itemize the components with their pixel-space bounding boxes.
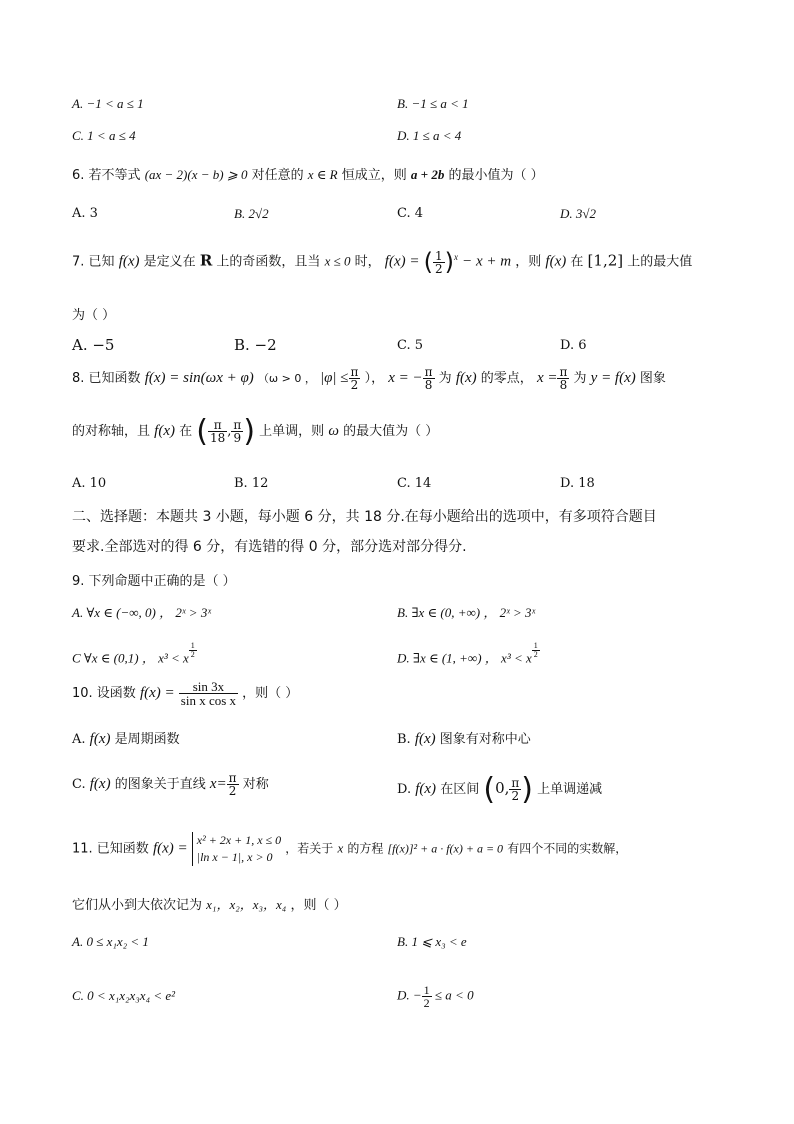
q11-text: 有四个不同的实数解， [507,841,628,856]
q8-text: 图象 [639,371,666,386]
q9-option-a: A. ∀x ∈ (−∞, 0) ， 2ˣ > 3ˣ [72,605,211,620]
q11-option-b: B. 1 ⩽ x₃ < e [397,934,467,949]
q8-omega: ω [328,423,339,439]
q7-cond: x ≤ 0 [324,253,351,269]
q8-option-a: A. 10 [72,476,107,491]
q11-roots: x₁，x₂，x₃，x₄ [206,897,287,912]
q6-text: 的最小值为（ ） [448,168,544,183]
q10-fx: f(x) [415,781,437,797]
q7-text: ，则 [515,254,542,270]
q11-piece-1: x² + 2x + 1, x ≤ 0 [196,833,282,847]
q8-option-b: B. 12 [234,476,269,491]
q10-text: 在区间 [440,782,480,797]
q6-text: 6. 若不等式 [72,168,141,183]
q8-stem-line2: 的对称轴，且 f(x) 在 ( $\frac{\pi}{18}$ , $\frac{\pi}{9}$ ) 上单调，则 ω 的最大值为（ ） [72,414,439,449]
q11-piecewise [192,832,281,866]
q6-target: a + 2b [410,167,445,182]
paren-right: ) [521,772,533,807]
q11-text: 的方程 [347,841,384,856]
paren-left: ( [483,772,496,807]
q10-stem [72,680,298,707]
q8-yfx: y = f(x) [590,370,636,386]
q11-option-d [397,984,474,1009]
q7-fraction: $\frac{1}{2}$ [434,248,443,276]
paren-left: ( [423,248,433,276]
q9-option-c-expr: x³ < x [158,650,189,666]
q10-fx: f(x) [414,731,436,747]
q9-option-d [397,642,540,666]
q6-expr: (ax − 2)(x − b) ⩾ 0 [144,167,248,182]
q7-option-c: C. 5 [397,338,424,353]
q11-option-c: C. 0 < x₁x₂x₃x₄ < e² [72,988,176,1003]
q9-exponent: 1 2 [533,641,538,659]
q8-axis: x = [536,370,558,386]
q8-text: 8. 已知函数 [72,371,141,386]
q10-fx: f(x) = [139,685,175,701]
q11-option-a: A. 0 ≤ x₁x₂ < 1 [72,934,149,949]
section-heading-line2: 要求.全部选对的得 6 分，有选错的得 0 分，部分选对部分得分. [72,539,467,555]
q10-text: 上单调递减 [537,782,603,797]
q6-text: 对任意的 [251,168,304,183]
q7-option-b: B. −2 [234,336,277,354]
q10-option-b [397,728,531,748]
q8-text: 为 [573,371,587,386]
q7-expr: − x + m [462,253,512,270]
q10-fraction: $\frac{\pi}{2}$ [228,771,237,798]
q6-option-c: C. 4 [397,206,424,221]
q10-text: 对称 [242,777,269,792]
q7-exponent: x [454,252,458,263]
q10-interval-start: 0, [495,779,510,797]
q10-fraction: $\frac{\sin 3x}{\text{sin x cos x}}$ [180,679,237,708]
q11-text: ，若关于 [285,841,334,856]
q5-option-d: D. 1 ≤ a < 4 [397,128,462,143]
section-heading-line1: 二、选择题：本题共 3 小题，每小题 6 分，共 18 分.在每小题给出的选项中，有多项符合题目 [72,509,657,525]
paren-left: ( [196,414,208,449]
q10-option-d [397,772,602,807]
q10-label: B. [397,732,411,747]
paren-right: ) [444,248,454,276]
q9-exponent: 1 2 [190,641,195,659]
q11-fx: f(x) = [152,840,188,857]
q11-equation: [f(x)]² + a · f(x) + a = 0 [387,841,504,856]
q8-fx: f(x) [154,423,175,439]
q9-option-c [72,642,197,666]
q10-fx: f(x) [89,731,111,747]
q8-zero: x = − [388,370,423,386]
q7-text: 上的最大值 [627,254,693,270]
q8-text: （ω > 0 ， [257,372,316,385]
q7-text: 是定义在 [143,254,196,270]
q7-text: 7. 已知 [72,254,115,270]
q11-text: ，则（ ） [290,898,347,913]
q8-text: 的对称轴，且 [72,424,151,439]
q6-domain: x ∈ R [307,167,338,182]
q10-text: 10. 设函数 [72,686,136,701]
q8-text: 为 [438,371,452,386]
q11-stem-line1 [72,832,627,866]
paren-right: ) [243,414,256,449]
q8-option-d: D. 18 [560,476,595,491]
q7-stem-line2: 为（ ） [72,308,116,323]
q6-text: 恒成立，则 [341,168,407,183]
q11-stem-line2 [72,894,347,913]
q10-label: C. [72,777,86,792]
q11-text: 11. 已知函数 [72,841,149,857]
q8-function: f(x) = sin(ωx + φ) [144,370,254,386]
q7-text: 时， [354,254,381,270]
q8-text: 的零点， [480,371,533,386]
q11-text: 它们从小到大依次记为 [72,898,203,913]
q5-option-c: C. 1 < a ≤ 4 [72,128,136,143]
q10-text: ，则（ ） [242,686,299,701]
q8-option-c: C. 14 [397,476,432,491]
q5-option-a: A. −1 < a ≤ 1 [72,96,144,111]
q10-text: 图象有对称中心 [439,732,531,747]
q7-fx: f(x) [545,253,567,270]
q10-fraction: $\frac{\pi}{2}$ [511,776,520,803]
q10-label: D. [397,782,412,797]
q11-fraction: $\frac{1}{2}$ [423,983,430,1010]
q8-fraction: $\frac{\pi}{2}$ [350,365,359,392]
q8-fraction: $\frac{\pi}{9}$ [233,418,242,445]
q10-option-c [72,772,269,797]
q9-stem: 9. 下列命题中正确的是（ ） [72,574,236,589]
q6-option-a: A. 3 [72,206,98,221]
q7-option-d: D. 6 [560,338,587,353]
q9-option-d-expr: x³ < x [501,650,532,666]
q10-label: A. [72,732,86,747]
q10-fx: f(x) [89,776,111,792]
q7-option-a: A. −5 [72,336,115,354]
q8-text: ）， [364,371,385,386]
q7-interval: [1,2] [587,251,624,270]
q10-option-a [72,728,180,748]
q11-var: x [337,840,344,856]
q7-text: 上的奇函数，且当 [216,254,321,270]
q8-fraction: $\frac{\pi}{8}$ [424,365,433,392]
q9-option-b: B. ∃x ∈ (0, +∞) ， 2ˣ > 3ˣ [397,605,536,620]
q10-text: 的图象关于直线 [114,777,206,792]
q8-text: 上单调，则 [259,424,325,439]
q8-fx: f(x) [455,370,477,386]
q10-text: 是周期函数 [114,732,180,747]
q11-option-d-text: D. − [397,987,422,1003]
q9-option-d-text: D. ∃x ∈ (1, +∞) ， [397,650,498,666]
q6-option-b: B. 2√2 [234,206,269,221]
q11-piece-2: |ln x − 1|, x > 0 [196,849,273,864]
q9-option-c-text: C ∀x ∈ (0,1) ， [72,650,155,666]
q6-stem [72,164,544,183]
q8-text: 在 [179,424,193,439]
q10-line: x= [209,776,227,792]
q8-phi-cond: |φ| ≤ [320,370,349,386]
q6-option-d: D. 3√2 [560,206,597,221]
q7-fx-def: f(x) = [384,253,420,270]
q7-text: 在 [570,254,584,270]
q7-real-set: R [199,251,213,270]
q7-fx: f(x) [118,253,140,270]
q7-stem-line1 [72,248,692,276]
q8-stem-line1 [72,366,666,391]
q5-option-b: B. −1 ≤ a < 1 [397,96,469,111]
q11-option-d-expr: ≤ a < 0 [434,987,474,1003]
q8-text: 的最大值为（ ） [343,424,439,439]
q8-fraction: $\frac{\pi}{18}$ [210,418,226,445]
q8-fraction: $\frac{\pi}{8}$ [559,365,568,392]
